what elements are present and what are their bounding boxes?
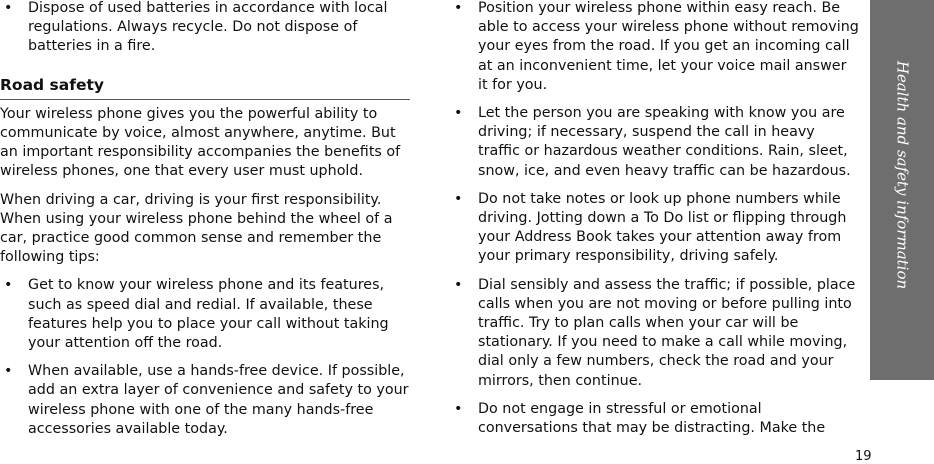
- list-item: • When available, use a hands-free device. If possible, add an extra layer of convenience and safety to your wireless phone with one of the many hands-free accessories available today.: [0, 362, 410, 439]
- driving-tips-list-right: [450, 0, 860, 438]
- section-heading-road-safety: Road safety: [0, 76, 410, 100]
- list-item: • Let the person you are speaking with know you are driving; if necessary, suspend the call in heavy traffic or hazardous weather conditions. Rain, sleet, snow, ice, and even heavy traffic can be hazardous.: [450, 104, 860, 181]
- list-item: • Dial sensibly and assess the traffic; if possible, place calls when you are not moving or before pulling into traffic. Try to plan calls when your car will be stationary. If you need to make a call while moving, dial only a few numbers, check the road and your mirrors, then continue.: [450, 276, 860, 391]
- battery-bullet-list: [0, 0, 410, 57]
- list-item: • Dispose of used batteries in accordance with local regulations. Always recycle. Do not dispose of batteries in a fire.: [0, 0, 410, 57]
- right-column: [450, 0, 860, 438]
- list-item: • Do not engage in stressful or emotional conversations that may be distracting. Make the: [450, 400, 860, 438]
- list-item: • Get to know your wireless phone and its features, such as speed dial and redial. If available, these features help you to place your call without taking your attention off the road.: [0, 276, 410, 353]
- chapter-tab-label: Health and safety information: [893, 60, 912, 290]
- driving-tips-list-left: [0, 276, 410, 439]
- page-number: 19: [855, 449, 872, 464]
- left-column: [0, 0, 410, 439]
- paragraph-intro: Your wireless phone gives you the powerful ability to communicate by voice, almost anywhere, anytime. But an important responsibility accompanies the benefits of wireless phones, one that every user must uphold.: [0, 105, 401, 180]
- list-item: • Do not take notes or look up phone numbers while driving. Jotting down a To Do list or flipping through your Address Book takes your attention away from your primary responsibility, driving safely.: [450, 190, 860, 267]
- chapter-side-tab: [870, 0, 934, 380]
- paragraph-driving: When driving a car, driving is your first responsibility. When using your wireless phone behind the wheel of a car, practice good common sense and remember the following tips:: [0, 191, 393, 266]
- list-item: • Position your wireless phone within easy reach. Be able to access your wireless phone without removing your eyes from the road. If you get an incoming call at an inconvenient time, let your voice mail answer it for you.: [450, 0, 860, 95]
